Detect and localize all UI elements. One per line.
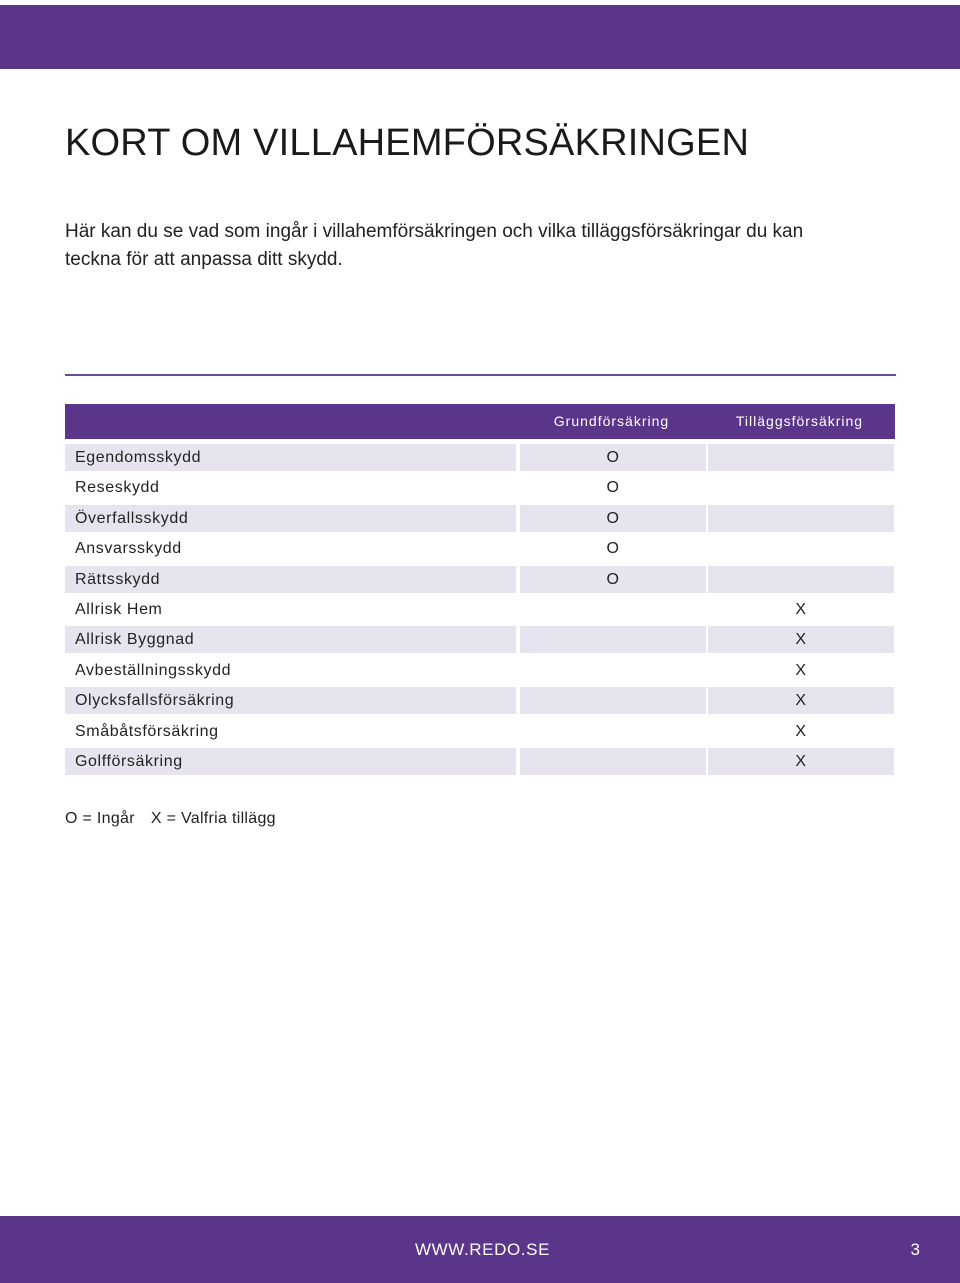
grund-mark: O <box>520 444 706 471</box>
table-row <box>65 624 895 654</box>
tillagg-mark <box>708 566 894 593</box>
table-row <box>65 716 895 746</box>
footer-url-link[interactable]: WWW.REDO.SE <box>414 1240 551 1259</box>
tillagg-mark: X <box>708 626 894 653</box>
row-label: Olycksfallsförsäkring <box>65 687 516 714</box>
grund-mark: O <box>520 566 706 593</box>
row-label: Reseskydd <box>75 479 160 497</box>
row-label: Överfallsskydd <box>65 505 516 532</box>
grund-mark: O <box>520 505 706 532</box>
table-row <box>65 685 895 715</box>
table-legend <box>65 810 292 828</box>
legend-optional: X = Valfria tillägg <box>150 810 276 827</box>
grund-mark <box>520 596 706 623</box>
row-label: Allrisk Byggnad <box>65 626 516 653</box>
coverage-table <box>65 404 895 776</box>
tillagg-mark: X <box>708 687 894 714</box>
tillagg-mark: X <box>708 748 894 775</box>
table-row <box>65 442 895 472</box>
grund-mark <box>520 718 706 745</box>
page-number: 3 <box>910 1240 920 1259</box>
header-grundforsakring: Grundförsäkring <box>553 413 670 429</box>
row-label: Avbeställningsskydd <box>75 661 232 679</box>
table-row <box>65 564 895 594</box>
table-row <box>65 503 895 533</box>
divider <box>65 374 896 376</box>
grund-mark: O <box>606 479 620 497</box>
table-row <box>65 472 895 502</box>
table-row <box>65 655 895 685</box>
top-banner <box>0 5 960 69</box>
row-label: Småbåtsförsäkring <box>75 722 219 740</box>
grund-mark: O <box>606 540 620 558</box>
grund-mark <box>520 687 706 714</box>
table-row <box>65 533 895 563</box>
tillagg-mark: X <box>795 722 807 740</box>
footer-banner <box>0 1216 960 1283</box>
row-label: Egendomsskydd <box>65 444 516 471</box>
row-label: Allrisk Hem <box>75 600 163 618</box>
row-label: Golfförsäkring <box>65 748 516 775</box>
row-label: Ansvarsskydd <box>75 540 182 558</box>
table-row <box>65 594 895 624</box>
intro-paragraph: Här kan du se vad som ingår i villahemförsäkringen och vilka tilläggsförsäkringar du kan teckna för att anpassa ditt skydd. <box>65 221 804 270</box>
tillagg-mark <box>708 444 894 471</box>
tillagg-mark: X <box>795 600 807 618</box>
tillagg-mark <box>708 474 894 501</box>
tillagg-mark <box>708 535 894 562</box>
grund-mark <box>520 657 706 684</box>
legend-included: O = Ingår <box>65 810 135 827</box>
grund-mark <box>520 748 706 775</box>
grund-mark <box>520 626 706 653</box>
tillagg-mark: X <box>795 661 807 679</box>
header-tillaggsforsakring: Tilläggsförsäkring <box>735 413 864 429</box>
row-label: Rättsskydd <box>65 566 516 593</box>
table-header <box>65 404 895 439</box>
tillagg-mark <box>708 505 894 532</box>
page-title: KORT OM VILLAHEMFÖRSÄKRINGEN <box>65 122 750 164</box>
table-row <box>65 746 895 776</box>
